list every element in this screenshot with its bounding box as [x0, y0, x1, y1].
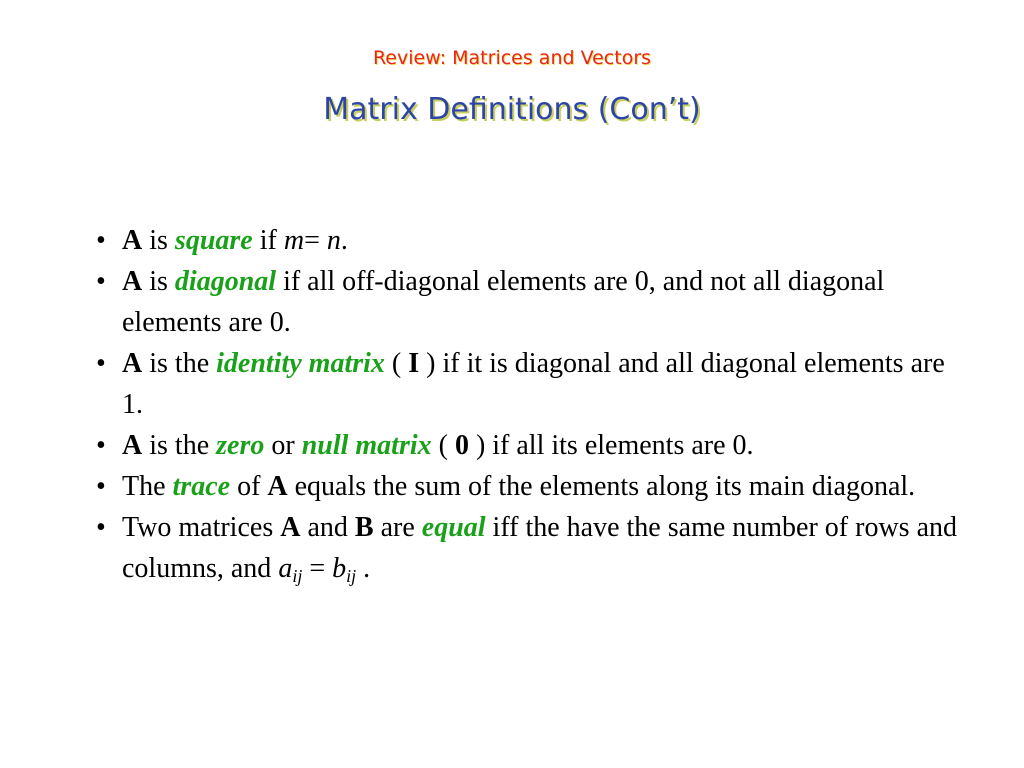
text: iff the have the same number of rows and columns, and: [122, 512, 957, 584]
matrix-symbol: A: [122, 266, 143, 297]
term-identity-matrix: identity matrix: [216, 348, 385, 379]
text: is: [142, 225, 175, 256]
list-item: [92, 507, 972, 589]
text: is the: [142, 348, 217, 379]
list-item: [92, 425, 972, 466]
text: ) if all its elements are 0.: [468, 430, 754, 461]
text: =: [304, 225, 327, 256]
matrix-symbol: A: [122, 430, 143, 461]
text: .: [340, 225, 348, 256]
text: or: [264, 430, 302, 461]
text: is the: [142, 430, 217, 461]
text: The: [122, 471, 173, 502]
text: .: [356, 553, 371, 584]
text: (: [384, 348, 409, 379]
section-title: Review: Matrices and Vectors: [372, 47, 652, 69]
text: if all off-diagonal elements are 0, and not all diagonal elements are 0.: [122, 266, 885, 338]
list-item: [92, 466, 972, 507]
term-null-matrix: null matrix: [301, 430, 432, 461]
subscript-ij: ij: [346, 566, 357, 586]
matrix-symbol: A: [122, 348, 143, 379]
text: =: [302, 553, 333, 584]
list-item: [92, 261, 972, 343]
zero-symbol: 0: [454, 430, 469, 461]
text: of: [230, 471, 268, 502]
term-square: square: [174, 225, 253, 256]
var-m: m: [283, 225, 305, 256]
text: and: [300, 512, 355, 543]
term-equal: equal: [421, 512, 486, 543]
identity-symbol: I: [408, 348, 420, 379]
matrix-symbol: A: [267, 471, 288, 502]
text: if: [252, 225, 284, 256]
text: Two matrices: [122, 512, 281, 543]
term-zero: zero: [216, 430, 265, 461]
list-item: [92, 220, 972, 261]
matrix-symbol-b: B: [354, 512, 374, 543]
text: is: [142, 266, 175, 297]
text: are: [373, 512, 422, 543]
var-n: n: [326, 225, 341, 256]
term-diagonal: diagonal: [174, 266, 277, 297]
subscript-ij: ij: [292, 566, 303, 586]
matrix-symbol: A: [280, 512, 301, 543]
var-b: b: [332, 553, 347, 584]
text: ) if it is diagonal and all diagonal elements are 1.: [122, 348, 945, 420]
var-a: a: [278, 553, 293, 584]
matrix-symbol: A: [122, 225, 143, 256]
text: equals the sum of the elements along its main diagonal.: [287, 471, 916, 502]
term-trace: trace: [172, 471, 231, 502]
slide-title: Matrix Definitions (Con’t): [323, 92, 701, 127]
text: (: [431, 430, 455, 461]
definition-list: [92, 220, 972, 589]
list-item: [92, 343, 972, 425]
